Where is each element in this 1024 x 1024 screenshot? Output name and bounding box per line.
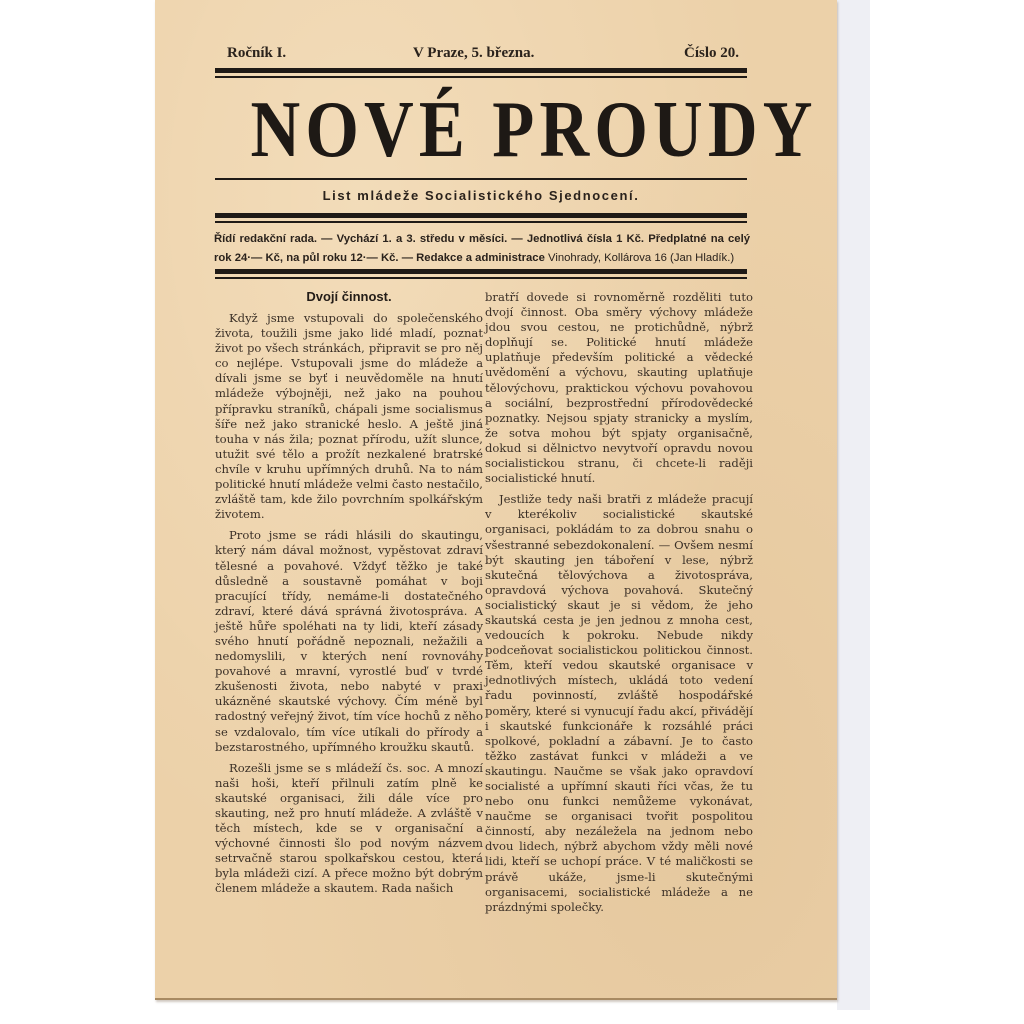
masthead-rule-thick (215, 68, 747, 73)
masthead-rule-thin (215, 76, 747, 78)
article-paragraph: Jestliže tedy naši bratři z mládeže pracují v kterékoliv socialistické skautské organisaci, pokládám to za dobrou snahu o všestranné sebezdokonalení. — Ovšem nesmí být skauting jen táboření v lese, nýbrž skutečná tělovýchova a životospráva, opravdová výchova povahová. Skutečný socialistický skaut je si vědom, že jeho skautská cesta je jen jednou z mnoha cest, vedoucích k pokroku. Nebude nikdy podceňovat socialistickou politickou činnost. Těm, kteří vedou skautské organisace v jednotlivých místech, ukládá toto vedení řadu povinností, zvláště hospodářské poměry, které si vynucují řadu akcí, přivádějí i skautské funkcionáře k rozsáhlé práci spolkové, pokladní a zábavní. Je to často těžko zastávat funkci v mládeži a ve skautingu. Naučme se však jako opravdoví socialisté a upřímní skauti říci včas, že tu nebo onu funkci nemůžeme vykonávat, naučme se organisaci tvořit pospolitou činností, aby nezáležela na jednom nebo dvou lidech, nýbrž abychom vždy měli nové lidi, kteří se uchopí práce. V té maličkosti se právě ukáže, jsme-li skutečnými organisacemi, socialistické mládeže a ne prázdnými společky. (485, 492, 753, 914)
imprint-address: Vinohrady, Kollárova 16 (Jan Hladík.) (544, 252, 735, 264)
newspaper-page (155, 0, 837, 1000)
article-column-right (485, 290, 753, 915)
imprint-rule-thin (215, 277, 747, 279)
title-rule (215, 178, 747, 180)
newspaper-subtitle: List mládeže Socialistického Sjednocení. (322, 188, 640, 203)
article-paragraph: Proto jsme se rádi hlásili do skautingu, který nám dával možnost, vypěstovat zdraví tělesné a povahové. Vždyť těžko je také důsledně a soustavně pomáhat v boji pracující třídy, nemáme-li dostatečného zdraví, které dává správná životospráva. A ještě hůře spoléhati na ty lidi, kteří zásady svého hnutí pořádně nepoznali, nežažili a nedomyslili, v kterých není rovnováhy povahové a mravní, vyrostlé buď v tvrdé zkušenosti života, nebo nabyté v praxi ukázněné skautské výchovy. Čím méně byl radostný veřejný život, tím více hochů z něho se vzdalovalo, tím více utíkali do přírody a bezstarostného, upřímného kroužku skautů. (215, 528, 483, 754)
imprint-rule-thick (215, 269, 747, 274)
article-column-left (215, 288, 483, 897)
scan-background-strip (837, 0, 870, 1010)
volume-label: Ročník I. (227, 45, 287, 61)
article-heading: Dvojí činnost. (306, 289, 392, 304)
imprint-block (214, 230, 750, 268)
subtitle-rule-thin (215, 221, 747, 223)
article-paragraph: Když jsme vstupovali do společenského života, toužili jsme jako lidé mladí, poznat život po všech stránkách, připravit se pro něj co nejlépe. Vstupovali jsme do mládeže a dívali jsme se byť i neuvědoměle na hnutí mládeže výbojněji, než jako na pouhou přípravku straníků, chápali jsme socialismus šíře než jako stranické heslo. A ještě jiná touha v nás žila; poznat přírodu, užít slunce, utužit své tělo a prožít nezkalené bratrské chvíle v kruhu upřímných druhů. Na to nám politické hnutí mládeže velmi často nestačilo, zvláště tam, kde žilo povrchním spolkářským životem. (215, 311, 483, 522)
article-paragraph: bratří dovede si rovnoměrně rozděliti tuto dvojí činnost. Oba směry výchovy mládeže jdou svou cestou, ne protichůdně, nýbrž doplňují se. Politické hnutí mládeže uplatňuje především politické a vědecké uvědomění a výchovu, skauting uplatňuje tělovýchovu, praktickou výchovu povahovou a sociální, bezprostřední přírodovědecké poznatky. Nejsou spjaty stranicky a myslím, že sotva mohou být spjaty organisačně, dokud si dělnictvo nevytvoří opravdu novou socialistickou stranu, či chcete-li raději socialistické hnutí. (485, 290, 753, 486)
newspaper-title: NOVÉ PROUDY (250, 86, 818, 174)
place-date-label: V Praze, 5. března. (413, 45, 535, 61)
masthead-info-line (227, 45, 739, 67)
imprint-text: Řídí redakční rada. — Vychází 1. a 3. středu v měsíci. — Jednotlivá čísla 1 Kč. Předplatné na celý rok 24·— Kč, na půl roku 12·— Kč. — Redakce a administrace (214, 233, 750, 264)
subtitle-rule-thick (215, 213, 747, 218)
issue-number-label: Číslo 20. (683, 45, 739, 61)
article-paragraph: Rozešli jsme se s mládeží čs. soc. A mnozí naši hoši, kteří přilnuli zatím plně ke skautské organisaci, žili dále více pro skauting, než pro hnutí mládeže. A zvláště v těch místech, kde se v organisační a výchovné činnosti šlo pod novým názvem setrvačně starou spolkařskou cestou, která byla mládeži cizí. A přece možno být dobrým členem mládeže a skautem. Rada našich (215, 760, 483, 896)
